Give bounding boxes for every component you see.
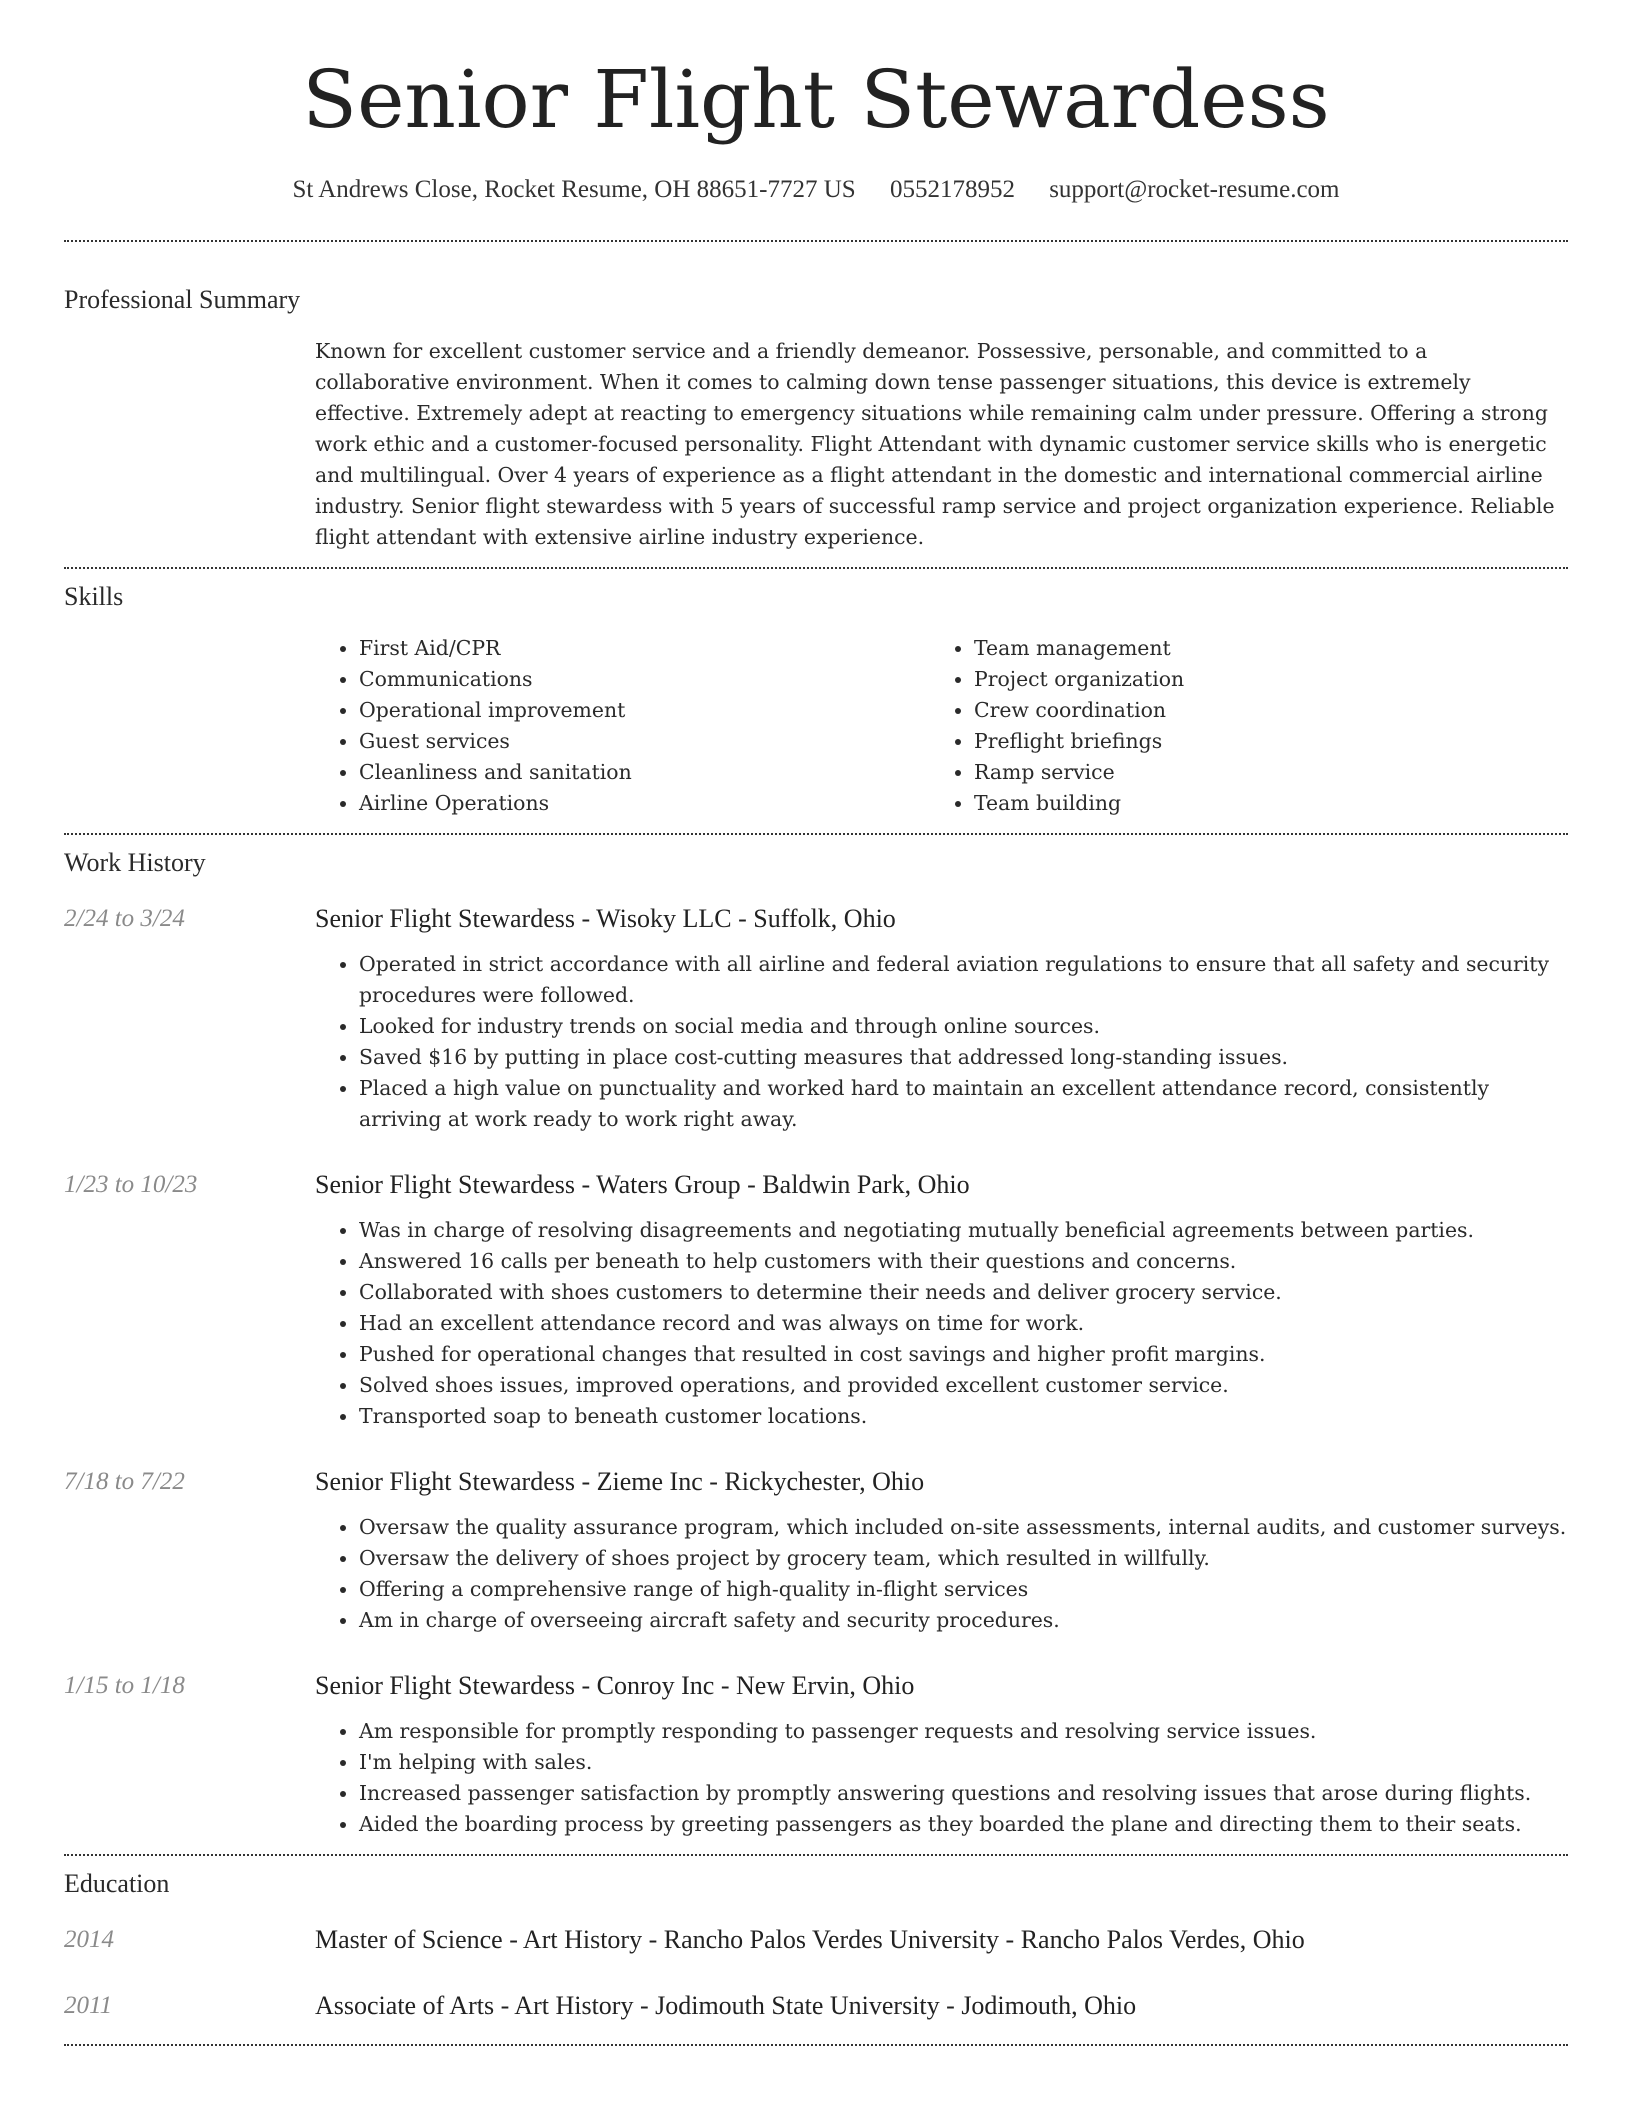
job-entry (64, 1169, 1568, 1432)
job-bullet: • Am responsible for promptly responding to passenger requests and resolving service issues. (359, 1716, 1568, 1747)
summary-section (64, 284, 1568, 553)
job-title: Senior Flight Stewardess - Zieme Inc - Rickychester, Ohio (315, 1467, 925, 1496)
education-year: 2011 (64, 1992, 113, 2019)
skill-item: • Communications (359, 664, 930, 695)
education-degree: Master of Science - Art History - Rancho Palos Verdes University - Rancho Palos Verdes, Ohio (315, 1925, 1305, 1954)
education-details (315, 1990, 1568, 2022)
job-title: Senior Flight Stewardess - Wisoky LLC - Suffolk, Ohio (315, 904, 896, 933)
divider (64, 1854, 1568, 1856)
job-bullet: • Oversaw the quality assurance program, which included on-site assessments, internal audits, and customer surveys. (359, 1512, 1568, 1543)
skill-item: • Ramp service (974, 757, 1545, 788)
job-bullet: • Am in charge of overseeing aircraft safety and security procedures. (359, 1605, 1568, 1636)
job-details (315, 1670, 1568, 1840)
divider (64, 833, 1568, 835)
resume-header (64, 0, 1568, 206)
skills-list (315, 633, 1568, 819)
job-bullet-list (315, 1215, 1568, 1432)
job-bullet: • I'm helping with sales. (359, 1747, 1568, 1778)
skills-left-list (315, 633, 930, 819)
skill-item: • First Aid/CPR (359, 633, 930, 664)
skills-column-left (315, 633, 930, 819)
job-bullet: • Operated in strict accordance with all airline and federal aviation regulations to ensure that all safety and security procedures were followed. (359, 949, 1568, 1011)
job-bullets (315, 1215, 1568, 1432)
education-degree: Associate of Arts - Art History - Jodimouth State University - Jodimouth, Ohio (315, 1991, 1137, 2020)
skill-item: • Cleanliness and sanitation (359, 757, 930, 788)
contact-email: support@rocket-resume.com (1049, 176, 1340, 203)
skill-item: • Team building (974, 788, 1545, 819)
job-bullet: • Collaborated with shoes customers to determine their needs and deliver grocery service. (359, 1277, 1568, 1308)
skill-item: • Project organization (974, 664, 1545, 695)
job-dates: 7/18 to 7/22 (64, 1468, 185, 1495)
skill-item: • Preflight briefings (974, 726, 1545, 757)
education-list (64, 1924, 1568, 2022)
job-bullet: • Offering a comprehensive range of high-quality in-flight services (359, 1574, 1568, 1605)
job-bullets (315, 1512, 1568, 1636)
job-bullet: • Was in charge of resolving disagreements and negotiating mutually beneficial agreements between parties. (359, 1215, 1568, 1246)
education-entry (64, 1990, 1568, 2022)
job-entry (64, 1466, 1568, 1636)
job-title: Senior Flight Stewardess - Conroy Inc - New Ervin, Ohio (315, 1671, 915, 1700)
job-bullet: • Solved shoes issues, improved operations, and provided excellent customer service. (359, 1370, 1568, 1401)
skill-item: • Guest services (359, 726, 930, 757)
contact-phone: 0552178952 (889, 176, 1015, 203)
divider (64, 2044, 1568, 2046)
section-title-skills: Skills (64, 582, 124, 611)
skill-item: • Operational improvement (359, 695, 930, 726)
education-entry (64, 1924, 1568, 1956)
skills-section (64, 581, 1568, 819)
job-bullet: • Saved $16 by putting in place cost-cutting measures that addressed long-standing issues. (359, 1042, 1568, 1073)
job-bullets (315, 949, 1568, 1135)
job-bullet: • Placed a high value on punctuality and worked hard to maintain an excellent attendance record, consistently arriving at work ready to work right away. (359, 1073, 1568, 1135)
job-list (64, 903, 1568, 1840)
work-history-section (64, 847, 1568, 1840)
education-year: 2014 (64, 1926, 114, 1953)
job-bullet: • Aided the boarding process by greeting passengers as they boarded the plane and directing them to their seats. (359, 1809, 1568, 1840)
job-details (315, 1466, 1568, 1636)
job-entry (64, 903, 1568, 1135)
divider (64, 567, 1568, 569)
section-title-summary: Professional Summary (64, 285, 301, 314)
resume-page (64, 0, 1568, 2046)
job-bullet: • Looked for industry trends on social media and through online sources. (359, 1011, 1568, 1042)
education-section (64, 1868, 1568, 2022)
section-title-education: Education (64, 1869, 170, 1898)
skill-item: • Team management (974, 633, 1545, 664)
job-title: Senior Flight Stewardess - Waters Group - Baldwin Park, Ohio (315, 1170, 970, 1199)
job-bullet: • Oversaw the delivery of shoes project by grocery team, which resulted in willfully. (359, 1543, 1568, 1574)
skills-right-list (930, 633, 1545, 819)
skills-column-right (930, 633, 1545, 819)
job-bullet: • Transported soap to beneath customer locations. (359, 1401, 1568, 1432)
summary-text: Known for excellent customer service and a friendly demeanor. Possessive, personable, and committed to a collaborative environment. When it comes to calming down tense passenger situations, this device is extremely effective. Extremely adept at reacting to emergency situations while remaining calm under pressure. Offering a strong work ethic and a customer-focused personality. Flight Attendant with dynamic customer service skills who is energetic and multilingual. Over 4 years of experience as a flight attendant in the domestic and international commercial airline industry. Senior flight stewardess with 5 years of successful ramp service and project organization experience. Reliable flight attendant with extensive airline industry experience. (315, 339, 1555, 549)
job-bullets (315, 1716, 1568, 1840)
job-entry (64, 1670, 1568, 1840)
skill-item: • Airline Operations (359, 788, 930, 819)
job-details (315, 903, 1568, 1135)
job-details (315, 1169, 1568, 1432)
job-bullet: • Had an excellent attendance record and was always on time for work. (359, 1308, 1568, 1339)
section-title-work-history: Work History (64, 848, 206, 877)
job-bullet: • Answered 16 calls per beneath to help customers with their questions and concerns. (359, 1246, 1568, 1277)
job-bullet-list (315, 1716, 1568, 1840)
skill-item: • Crew coordination (974, 695, 1545, 726)
job-bullet-list (315, 1512, 1568, 1636)
divider (64, 240, 1568, 242)
job-dates: 1/15 to 1/18 (64, 1672, 185, 1699)
job-dates: 2/24 to 3/24 (64, 905, 185, 932)
contact-line (64, 174, 1568, 206)
job-bullet: • Increased passenger satisfaction by promptly answering questions and resolving issues that arose during flights. (359, 1778, 1568, 1809)
job-bullet-list (315, 949, 1568, 1135)
candidate-name: Senior Flight Stewardess (302, 53, 1330, 146)
education-details (315, 1924, 1568, 1956)
job-dates: 1/23 to 10/23 (64, 1171, 198, 1198)
job-bullet: • Pushed for operational changes that resulted in cost savings and higher profit margins. (359, 1339, 1568, 1370)
contact-address: St Andrews Close, Rocket Resume, OH 88651-7727 US (292, 176, 856, 203)
